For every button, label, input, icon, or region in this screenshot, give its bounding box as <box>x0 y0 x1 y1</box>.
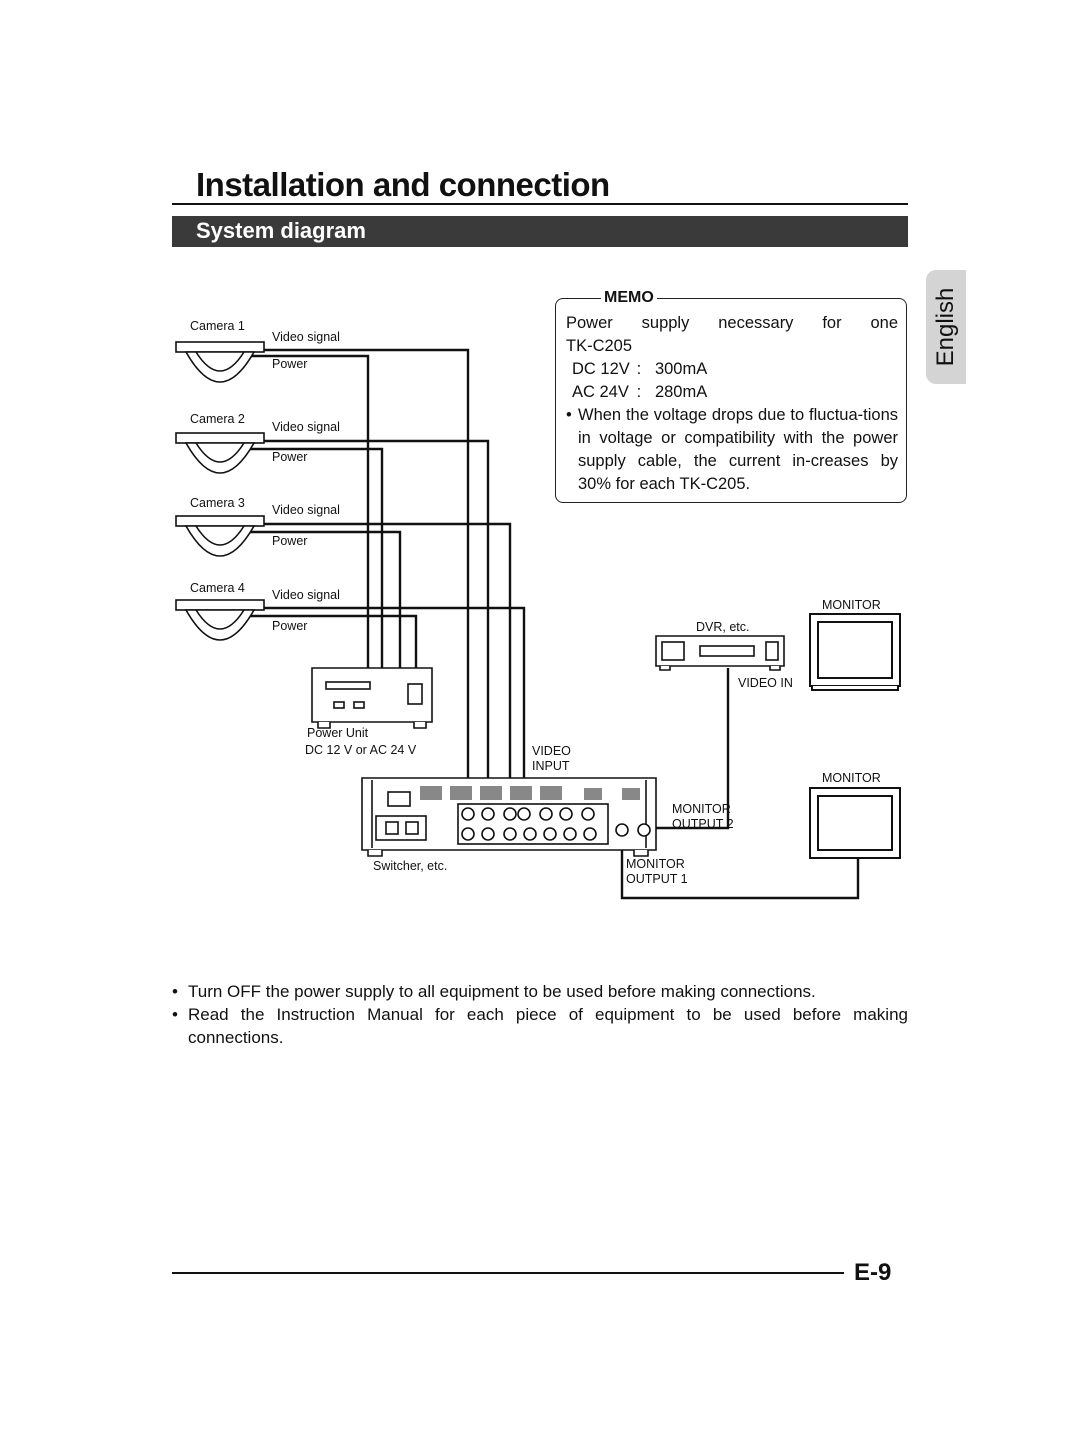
power-unit-rating: DC 12 V or AC 24 V <box>305 743 417 757</box>
memo-bullet-text: When the voltage drops due to fluctua-tions in voltage or compatibility with the power supply cable, the current in-creases by 30% for each TK-C205. <box>578 406 898 493</box>
footer-rule <box>172 1272 844 1274</box>
page-title: Installation and connection <box>196 166 610 203</box>
spec-source: AC 24V <box>572 383 629 401</box>
dvr-label: DVR, etc. <box>696 620 750 634</box>
bullet-dot: • <box>172 982 178 1001</box>
video-cable-1 <box>232 350 468 810</box>
spec-separator: : <box>636 383 642 401</box>
camera-3-icon <box>176 516 264 556</box>
monitor-output-1-label-2: OUTPUT 1 <box>626 872 688 886</box>
switcher-icon <box>362 778 656 856</box>
video-input-label-1: VIDEO <box>532 744 571 758</box>
monitor-bottom-icon <box>810 788 900 858</box>
language-tab-label: English <box>932 287 959 367</box>
monitor-output-1-label-1: MONITOR <box>626 857 685 871</box>
video-in-label: VIDEO IN <box>738 676 793 690</box>
camera-3-signal-label: Video signal <box>272 503 340 517</box>
camera-4-label: Camera 4 <box>190 581 245 595</box>
memo-label: MEMO <box>601 289 657 307</box>
camera-4-signal-label: Video signal <box>272 588 340 602</box>
power-unit-label: Power Unit <box>307 726 369 740</box>
section-title: System diagram <box>196 218 366 243</box>
camera-3-label: Camera 3 <box>190 496 245 510</box>
camera-1-label: Camera 1 <box>190 319 245 333</box>
memo-line: TK-C205 <box>566 337 633 355</box>
spec-current: 300mA <box>654 360 708 378</box>
note-item <box>172 980 908 1003</box>
monitor-top-label: MONITOR <box>822 598 881 612</box>
bullet-dot: • <box>172 1005 178 1024</box>
note-text: Read the Instruction Manual for each piece of equipment to be used before making connections. <box>188 1005 908 1047</box>
bullet-dot: • <box>566 406 572 424</box>
switcher-label: Switcher, etc. <box>373 859 448 873</box>
spec-source: DC 12V <box>572 360 630 378</box>
monitor-output-2-label-2: OUTPUT 2 <box>672 817 734 831</box>
camera-2-power-label: Power <box>272 450 308 464</box>
camera-1-power-label: Power <box>272 357 308 371</box>
memo-line: Power supply necessary for one <box>566 314 898 332</box>
note-item <box>172 1003 908 1049</box>
camera-3-power-label: Power <box>272 534 308 548</box>
camera-1-signal-label: Video signal <box>272 330 340 344</box>
notes-list <box>172 980 908 1049</box>
camera-2-label: Camera 2 <box>190 412 245 426</box>
monitor-top-icon <box>810 614 900 690</box>
camera-4-power-label: Power <box>272 619 308 633</box>
spec-separator: : <box>636 360 642 378</box>
dvr-icon <box>656 636 784 670</box>
monitor-bottom-label: MONITOR <box>822 771 881 785</box>
page-number: E-9 <box>854 1259 892 1286</box>
power-cable-2 <box>232 449 382 668</box>
camera-1-icon <box>176 342 264 382</box>
spec-current: 280mA <box>654 383 708 401</box>
camera-2-signal-label: Video signal <box>272 420 340 434</box>
note-text: Turn OFF the power supply to all equipment to be used before making connections. <box>188 982 816 1001</box>
power-unit-icon <box>312 668 432 728</box>
camera-2-icon <box>176 433 264 473</box>
camera-4-icon <box>176 600 264 640</box>
video-input-label-2: INPUT <box>532 759 570 773</box>
monitor-output-2-label-1: MONITOR <box>672 802 731 816</box>
power-cable-4 <box>232 616 416 668</box>
